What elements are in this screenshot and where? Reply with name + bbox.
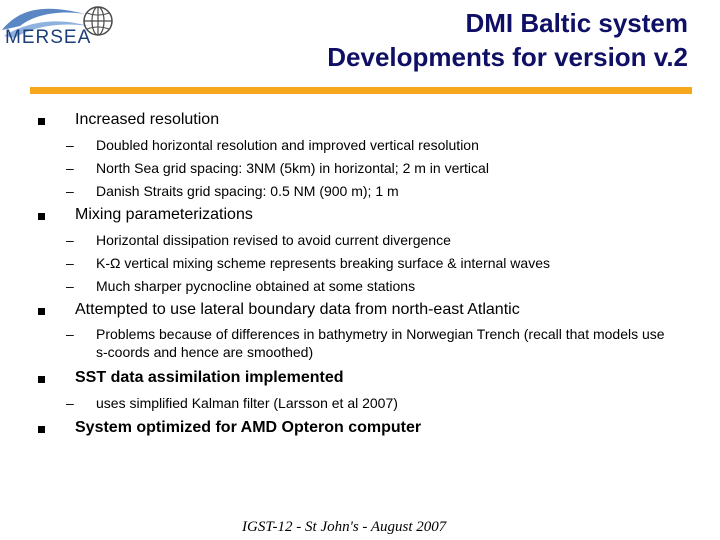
dash: – [66, 160, 74, 176]
heading-amd-opteron: System optimized for AMD Opteron computer [75, 419, 422, 436]
footer-text: IGST-12 - St John's - August 2007 [242, 519, 447, 535]
bullet-square-icon [38, 213, 45, 220]
dash: – [66, 232, 74, 248]
bullet-square-icon [38, 308, 45, 315]
list-item: Doubled horizontal resolution and improved vertical resolution [96, 137, 479, 153]
heading-mixing-parameterizations: Mixing parameterizations [75, 206, 253, 223]
list-item: North Sea grid spacing: 3NM (5km) in horizontal; 2 m in vertical [96, 160, 489, 176]
bullet-square-icon [38, 376, 45, 383]
mersea-logo [0, 0, 125, 55]
dash: – [66, 326, 74, 342]
dash: – [66, 278, 74, 294]
list-item: Danish Straits grid spacing: 0.5 NM (900 m); 1 m [96, 183, 399, 199]
dash: – [66, 395, 74, 411]
slide-title [327, 6, 688, 74]
list-item: uses simplified Kalman filter (Larsson et al 2007) [96, 395, 398, 411]
list-item: Horizontal dissipation revised to avoid current divergence [96, 232, 451, 248]
title-line-2: Developments for version v.2 [327, 42, 688, 72]
bullet-square-icon [38, 118, 45, 125]
list-item: Much sharper pycnocline obtained at some stations [96, 278, 416, 294]
logo-text: MERSEA [5, 27, 92, 48]
heading-sst-assimilation: SST data assimilation implemented [75, 369, 344, 386]
heading-increased-resolution: Increased resolution [75, 111, 220, 128]
bullet-square-icon [38, 426, 45, 433]
dash: – [66, 255, 74, 271]
heading-lateral-boundary: Attempted to use lateral boundary data from north-east Atlantic [75, 301, 520, 318]
dash: – [66, 137, 74, 153]
list-item: Problems because of differences in bathymetry in Norwegian Trench (recall that models use s-coords and hence are smoothed) [96, 326, 665, 360]
title-divider [30, 87, 692, 94]
list-item: K-Ω vertical mixing scheme represents breaking surface & internal waves [96, 255, 550, 271]
title-line-1: DMI Baltic system [465, 8, 688, 38]
dash: – [66, 183, 74, 199]
